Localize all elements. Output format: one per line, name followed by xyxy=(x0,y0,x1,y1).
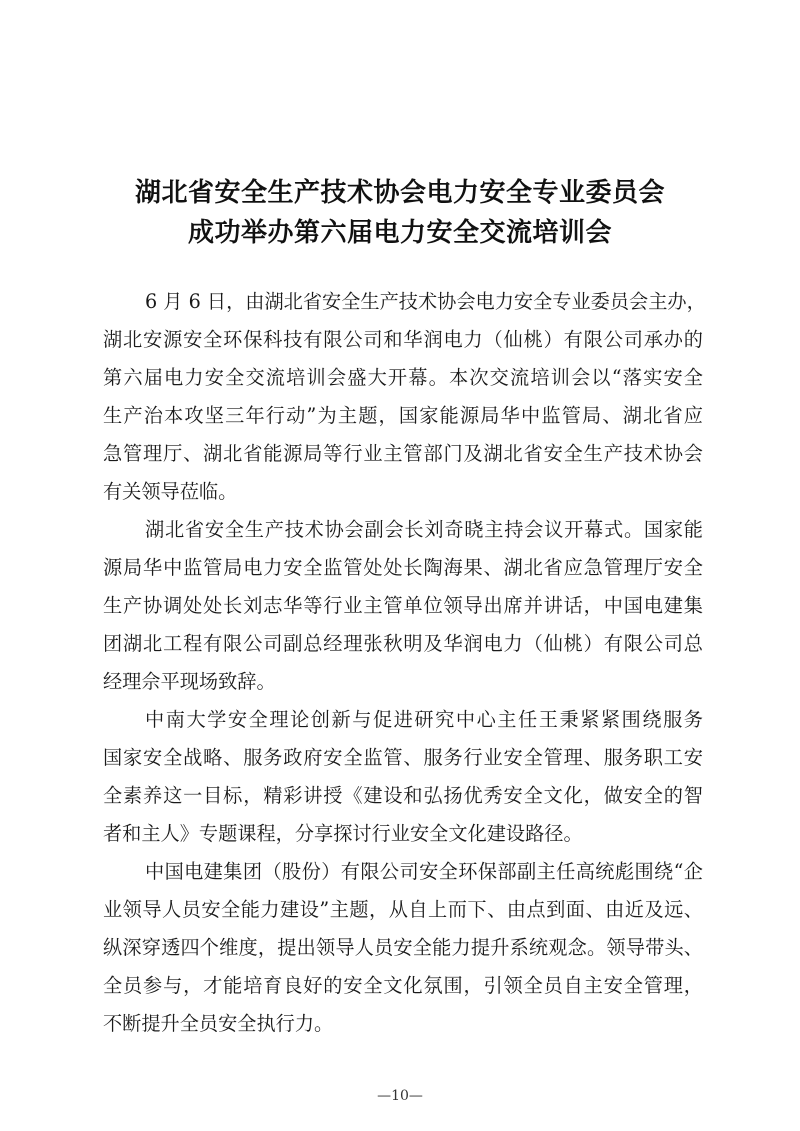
paragraph-line: 不断提升全员安全执行力。 xyxy=(103,1012,334,1035)
paragraph-line: 业领导人员安全能力建设”主题，从自上而下、由点到面、由近及远、 xyxy=(103,898,703,921)
paragraph-line: 源局华中监管局电力安全监管处处长陶海果、湖北省应急管理厅安全 xyxy=(103,556,703,579)
paragraph-line: 全员参与，才能培育良好的安全文化氛围，引领全员自主安全管理， xyxy=(103,974,703,997)
paragraph-line: 湖北安源安全环保科技有限公司和华润电力（仙桃）有限公司承办的 xyxy=(103,328,703,351)
paragraph-line: 湖北省安全生产技术协会副会长刘奇晓主持会议开幕式。国家能 xyxy=(145,518,703,541)
paragraph-line: 生产协调处处长刘志华等行业主管单位领导出席并讲话，中国电建集 xyxy=(103,594,703,617)
paragraph-line: 纵深穿透四个维度，提出领导人员安全能力提升系统观念。领导带头、 xyxy=(103,936,703,959)
paragraph-line: 者和主人》专题课程，分享探讨行业安全文化建设路径。 xyxy=(103,822,583,845)
paragraph-line: 中国电建集团（股份）有限公司安全环保部副主任高统彪围绕“企 xyxy=(145,860,703,883)
paragraph-line: 团湖北工程有限公司副总经理张秋明及华润电力（仙桃）有限公司总 xyxy=(103,632,703,655)
paragraph-line: 第六届电力安全交流培训会盛大开幕。本次交流培训会以“落实安全 xyxy=(103,366,703,389)
paragraph-line: 6 月 6 日，由湖北省安全生产技术协会电力安全专业委员会主办， xyxy=(145,290,706,313)
paragraph-line: 全素养这一目标，精彩讲授《建设和弘扬优秀安全文化，做安全的智 xyxy=(103,784,703,807)
paragraph-line: 有关领导莅临。 xyxy=(103,480,238,503)
document-title-line-1: 湖北省安全生产技术协会电力安全专业委员会 xyxy=(134,178,665,208)
paragraph-line: 经理佘平现场致辞。 xyxy=(103,670,276,693)
document-title-line-2: 成功举办第六届电力安全交流培训会 xyxy=(187,218,612,248)
paragraph-line: 国家安全战略、服务政府安全监管、服务行业安全管理、服务职工安 xyxy=(103,746,703,769)
paragraph-line: 急管理厅、湖北省能源局等行业主管部门及湖北省安全生产技术协会 xyxy=(103,442,703,465)
paragraph-line: 中南大学安全理论创新与促进研究中心主任王秉紧紧围绕服务 xyxy=(145,708,703,731)
paragraph-line: 生产治本攻坚三年行动”为主题，国家能源局华中监管局、湖北省应 xyxy=(103,404,703,427)
page-number: —10— xyxy=(377,1088,423,1104)
